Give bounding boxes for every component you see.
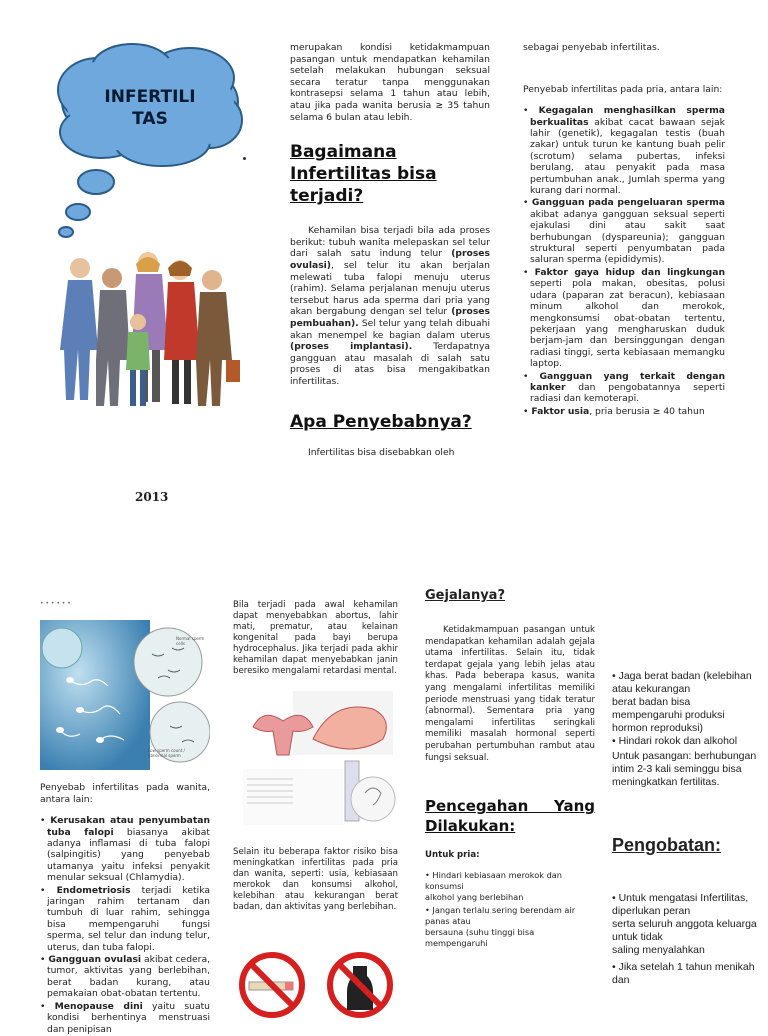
wanita-cause-item-text: biasanya akibat adanya inflamasi di tuba falopi (salpingitis) yang penyebab utamanya yaitu infeksi penyakit menular seksual (Chlamydia). (47, 826, 211, 884)
divider-dot (243, 157, 246, 160)
column-bottom-left (40, 600, 210, 1036)
wanita-cause-item-title: Menopause dini (54, 1000, 143, 1012)
sperm-label-bottom: Low sperm count / abnormal sperm (148, 748, 185, 758)
pencegahan-item: • Hindari kebiasaan merokok dan konsumsi alkohol yang berlebihan (425, 870, 562, 903)
penyebab-intro: Infertilitas bisa disebabkan oleh (308, 447, 455, 459)
top-dots: • • • • • • (40, 600, 71, 607)
heading-pengobatan: Pengobatan: (612, 835, 722, 855)
reproductive-diagram-image (233, 689, 398, 829)
col3-top-text: sebagai penyebab infertilitas. (523, 42, 660, 53)
column-top-middle (290, 42, 490, 459)
sperm-label-top: Normal sperm cells (176, 636, 205, 646)
pria-cause-item-text: seperti pola makan, obesitas, polusi udara (paparan zat beracun), kebiasaan minum alkohol dan merokok, mengkonsumsi obat-obatan tertentu, pekerjaan yang mengharuskan duduk berjam-jam dan bersinggungan dengan radiasi tinggi, serta kebiasaan memangku laptop. (530, 278, 725, 370)
pria-cause-item-title: Kegagalan menghasilkan sperma berkualitas (530, 105, 726, 128)
pria-cause-item-text: dan pengobatannya seperti radiasi dan kemoterapi. (530, 381, 725, 405)
column-bottom-right (612, 670, 762, 991)
wanita-cause-item: • Endometriosis terjadi ketika jaringan rahim tertanam dan tumbuh di luar rahim, sehingga bisa mempengaruhi fungsi sperma, sel telur dan indung telur, uterus, dan tuba falopi. (40, 884, 211, 953)
wanita-cause-item: • Kerusakan atau penyumbatan tuba falopi biasanya akibat adanya inflamasi di tuba falopi (salpingitis) yang penyebab utamanya yaitu infeksi penyakit menular seksual (Chlamydia). (40, 815, 211, 884)
bagaimana-run: Terdapatnya gangguan atau masalah di salah satu proses di atas bisa mengakibatkan infertilitas. (290, 341, 491, 387)
pria-cause-item-title: Gangguan pada pengeluaran sperma (531, 197, 725, 209)
wanita-cause-item: • Menopause dini yaitu suatu kondisi berhentinya menstruasi dan penipisan (40, 1000, 210, 1035)
pria-causes-list (523, 105, 725, 417)
pengobatan-list (612, 892, 762, 987)
no-smoking-icon (237, 950, 307, 1020)
heading-bagaimana: Bagaimana Infertilitas bisa terjadi? (290, 142, 437, 207)
pria-intro: Penyebab infertilitas pada pria, antara lain: (523, 83, 723, 95)
cover-year: 2013 (135, 490, 169, 504)
wanita-cause-item-text: terjadi ketika jaringan rahim tertanam dan tumbuh di luar rahim, sehingga bisa mempengaruhi fungsi sperma, sel telur dan indung telur, uterus, dan tuba falopi. (47, 884, 211, 953)
no-alcohol-icon (325, 950, 395, 1020)
column-bottom-mid (233, 600, 398, 913)
heading-gejala: Gejalanya? (425, 588, 505, 603)
pria-cause-item-text: akibat cacat bawaan sejak lahir (genetik), kegagalan testis (buah zakar) untuk turun ke kantung buah pelir (scrotum) selama pubertas, infeksi berulang, atau penyakit pada masa pertumbuhan anak., Jumlah sperma yang kurang dari normal. (530, 116, 725, 197)
column-bottom-center (425, 588, 595, 951)
bagaimana-run: Kehamilan bisa terjadi bila ada proses berikut: tubuh wanita melepaskan sel telur dari salah satu indung telur (290, 225, 490, 260)
col5-mid-text: Selain itu beberapa faktor risiko bisa meningkatkan infertilitas pada pria dan wanita, seperti: usia, kebiasaan merokok dan konsumsi alkohol, kelebihan atau kekurangan berat badan, dan aktivitas yang berlebihan. (233, 847, 398, 912)
bagaimana-bold-run: (proses implantasi). (290, 341, 413, 353)
people-group-icon (40, 210, 250, 410)
wanita-cause-item-title: Gangguan ovulasi (48, 954, 142, 966)
pria-cause-item: • Gangguan pada pengeluaran sperma akibat adanya gangguan seksual seperti ejakulasi dini atau sakit saat berhubungan (dyspareunia); gangguan struktural seperti penyumbatan pada saluran sperma (epididymis). (523, 197, 725, 266)
cloud-title: INFERTILI TAS (104, 87, 196, 129)
pria-cause-item-text: , pria berusia ≥ 40 tahun (589, 405, 705, 417)
column-top-right (523, 42, 725, 418)
pengobatan-item: • Untuk mengatasi Infertilitas, diperlukan peran serta seluruh anggota keluarga untuk tidak saling menyalahkan (612, 892, 757, 956)
col7-bullet-list (612, 670, 762, 748)
definition-text: merupakan kondisi ketidakmampuan pasangan untuk mendapatkan kehamilan setelah melakukan hubungan seksual secara teratur tanpa menggunakan kontrasepsi selama 1 tahun atau lebih, atau jika pada wanita berusia ≥ 35 tahun selama 6 bulan atau lebih. (290, 42, 490, 123)
wanita-causes-list (40, 815, 210, 1035)
wanita-cause-item: • Gangguan ovulasi akibat cedera, tumor, aktivitas yang berlebihan, berat badan kurang, atau pemakaian obat-obatan tertentu. (40, 954, 211, 1000)
bagaimana-bold-run: (proses pembuahan). (290, 306, 490, 329)
wanita-cause-item-text: yaitu suatu kondisi berhentinya menstruasi dan penipisan (47, 1000, 210, 1035)
pria-cause-item-title: Faktor usia (531, 405, 590, 417)
col7-text: Untuk pasangan: berhubungan intim 2-3 kali seminggu bisa meningkatkan fertilitas. (612, 750, 757, 788)
pria-cause-item-text: akibat adanya gangguan seksual seperti ejakulasi dini atau sakit saat berhubungan (dyspareunia); gangguan struktural seperti penyumbatan pada saluran sperma (epididymis). (530, 208, 725, 266)
col7-bullet-item: • Jaga berat badan (kelebihan atau kekurangan berat badan bisa mempengaruhi produksi hormon reproduksi) (612, 670, 752, 734)
gejala-paragraph: Ketidakmampuan pasangan untuk mendapatkan kehamilan adalah gejala utama infertilitas. Selain itu, tidak terdapat gejala yang lebih jelas atau khas. Pada beberapa kasus, wanita yang mengalami infertilitas memiliki periode menstruasi yang tidak teratur (abnormal). Sementara pria yang mengalami infertilitas seringkali memiliki masalah hormonal seperti perubahan pertumbuhan rambut atau fungsi seksual. (425, 625, 595, 763)
pria-cause-item: • Kegagalan menghasilkan sperma berkualitas akibat cacat bawaan sejak lahir (genetik), kegagalan testis (buah zakar) untuk turun ke kantung buah pelir (scrotum) selama pubertas, infeksi berulang, atau penyakit pada masa pertumbuhan anak., Jumlah sperma yang kurang dari normal. (523, 105, 726, 197)
col7-bullet-item: • Hindari rokok dan alkohol (612, 735, 738, 747)
wanita-cause-item-title: Kerusakan atau penyumbatan tuba falopi (47, 815, 211, 838)
pencegahan-pria-list (425, 870, 595, 949)
wanita-cause-item-title: Endometriosis (56, 884, 131, 896)
bagaimana-bold-run: (proses ovulasi) (290, 248, 490, 271)
bagaimana-run: , sel telur itu akan berjalan melewati tuba falopi menuju uterus (rahim). Selama perjalanan menuju uterus tersebut harus ada sperma dari pria yang akan bergabung dengan sel telur (290, 259, 490, 318)
pria-cause-item-title: Gangguan yang terkait dengan kanker (530, 370, 725, 393)
pengobatan-item: • Jika setelah 1 tahun menikah dan (612, 961, 755, 986)
col5-top-text: Bila terjadi pada awal kehamilan dapat menyebabkan abortus, lahir mati, prematur, atau kelainan kongenital pada bayi berupa hydrocephalus. Jika terjadi pada akhir kehamilan dapat menyebabkan janin beresiko mengalami retardasi mental. (233, 600, 398, 676)
pria-cause-item: • Gangguan yang terkait dengan kanker dan pengobatannya seperti radiasi dan kemoterapi. (523, 370, 725, 405)
wanita-intro: Penyebab infertilitas pada wanita, antara lain: (40, 782, 210, 805)
heading-pencegahan: Pencegahan Yang Dilakukan: (425, 797, 595, 836)
heading-penyebab: Apa Penyebabnya? (290, 412, 472, 433)
pria-cause-item: • Faktor gaya hidup dan lingkungan seperti pola makan, obesitas, polusi udara (paparan zat beracun), kebiasaan minum alkohol dan merokok, mengkonsumsi obat-obatan tertentu, pekerjaan yang mengharuskan duduk berjam-jam dan bersinggungan dengan radiasi tinggi, serta kebiasaan memangku laptop. (523, 266, 725, 370)
pria-cause-item: • Faktor usia, pria berusia ≥ 40 tahun (523, 405, 705, 417)
pria-cause-item-title: Faktor gaya hidup dan lingkungan (534, 266, 725, 278)
wanita-cause-item-text: akibat cedera, tumor, aktivitas yang berlebihan, berat badan kurang, atau pemakaian obat-obatan tertentu. (47, 954, 211, 1000)
cover-illustration (40, 40, 250, 504)
bagaimana-run: Sel telur yang telah dibuahi akan menempel ke bagian dalam uterus (290, 317, 490, 341)
bagaimana-paragraph (290, 225, 490, 387)
pencegahan-item: • Jangan terlalu sering berendam air panas atau bersauna (suhu tinggi bisa mempengaruhi (425, 905, 576, 949)
untuk-pria-label: Untuk pria: (425, 850, 480, 861)
